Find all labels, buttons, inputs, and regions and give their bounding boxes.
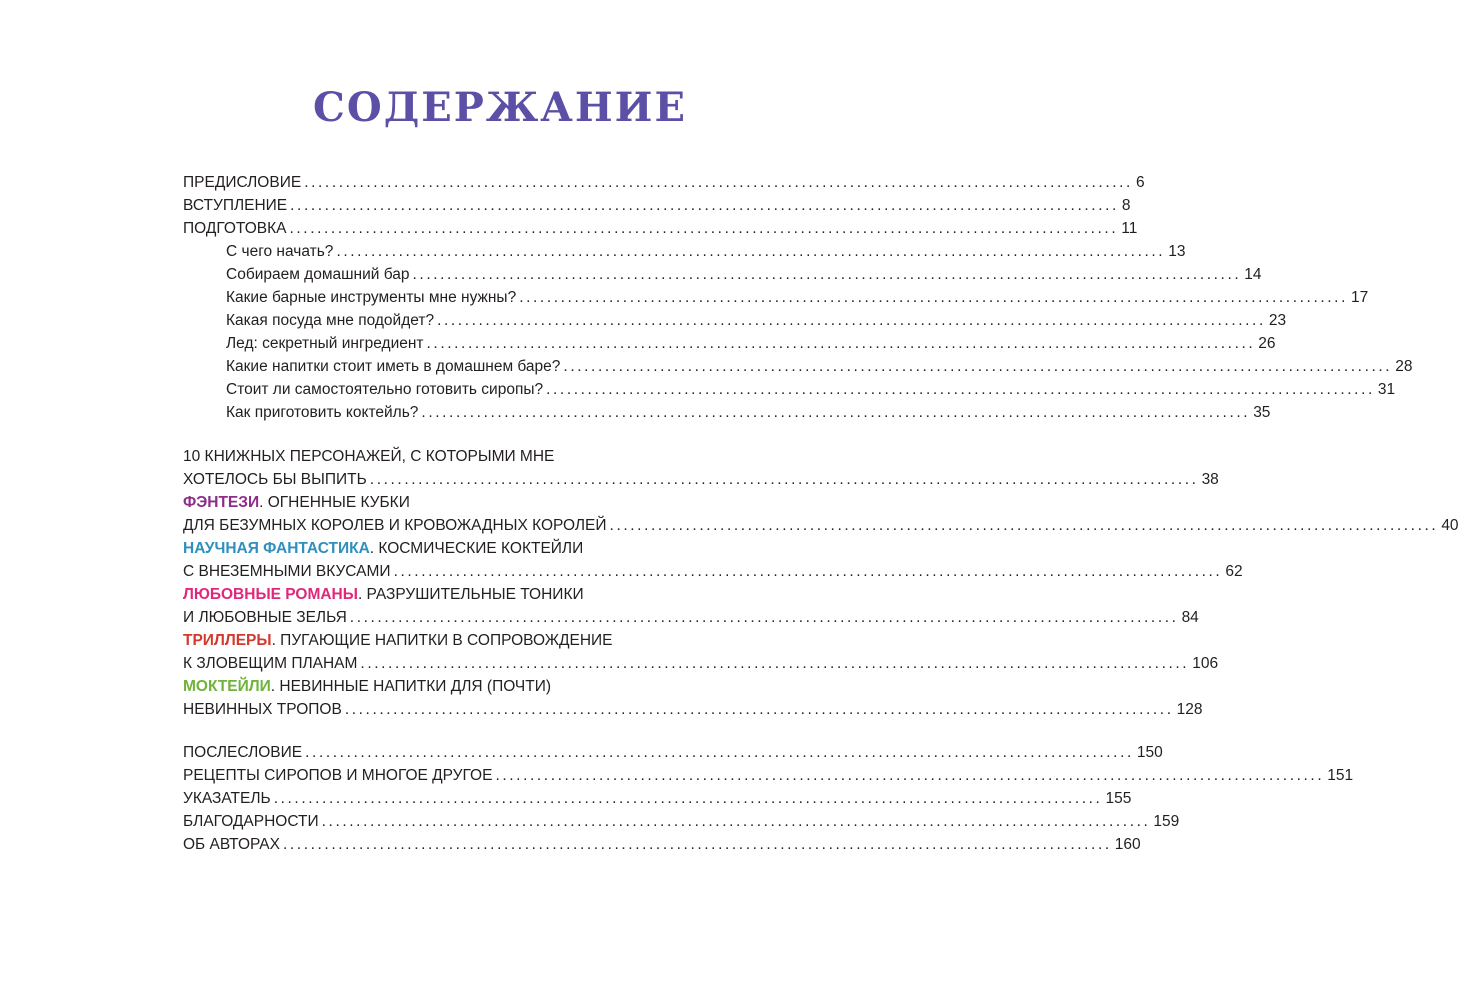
- toc-entry-characters-line1: 10 КНИЖНЫХ ПЕРСОНАЖЕЙ, С КОТОРЫМИ МНЕ: [183, 448, 555, 465]
- toc-page-number: 11: [1121, 220, 1138, 237]
- dot-leader: ........................................................................................................................: [412, 266, 1242, 283]
- category-scifi: НАУЧНАЯ ФАНТАСТИКА: [183, 540, 370, 557]
- category-fantasy: ФЭНТЕЗИ: [183, 494, 260, 511]
- toc-page-number: 159: [1153, 813, 1180, 830]
- category-romance: ЛЮБОВНЫЕ РОМАНЫ: [183, 586, 358, 603]
- toc-entry-syrup-recipes[interactable]: [183, 766, 1354, 786]
- toc-page-number: 150: [1136, 744, 1163, 761]
- toc-page-number: 13: [1168, 243, 1186, 260]
- toc-page-number: 38: [1201, 471, 1219, 488]
- toc-entry-characters[interactable]: [183, 470, 1219, 490]
- toc-page-number: 14: [1244, 266, 1262, 283]
- toc-page-number: 17: [1350, 289, 1369, 306]
- toc-chapter-mocktails[interactable]: [183, 700, 1203, 720]
- toc-entry-label: ПРЕДИСЛОВИЕ: [183, 174, 302, 191]
- toc-chapter-scifi[interactable]: [183, 562, 1243, 582]
- toc-chapter-fantasy-line1: [183, 493, 806, 513]
- toc-subentry[interactable]: [226, 265, 1262, 285]
- toc-entry-preparation[interactable]: [183, 219, 1138, 239]
- toc-page-number: 106: [1192, 655, 1219, 672]
- chapter-subtitle: . ОГНЕННЫЕ КУБКИ: [259, 494, 410, 511]
- toc-page-number: 62: [1225, 563, 1243, 580]
- toc-page-number: 155: [1105, 790, 1132, 807]
- dot-leader: ........................................................................................................................: [437, 312, 1266, 329]
- toc-page-number: 8: [1121, 197, 1131, 214]
- toc-entry-label: БЛАГОДАРНОСТИ: [183, 813, 319, 830]
- dot-leader: ........................................................................................................................: [321, 813, 1151, 830]
- toc-chapter-scifi-line1: [183, 539, 806, 559]
- toc-subentry[interactable]: [226, 242, 1186, 262]
- toc-entry-label: ОБ АВТОРАХ: [183, 836, 280, 853]
- toc-chapter-fantasy[interactable]: [183, 516, 1459, 536]
- chapter-subtitle: . ПУГАЮЩИЕ НАПИТКИ В СОПРОВОЖДЕНИЕ: [271, 632, 613, 649]
- toc-chapter-romance[interactable]: [183, 608, 1199, 628]
- chapter-subtitle: . РАЗРУШИТЕЛЬНЫЕ ТОНИКИ: [357, 586, 584, 603]
- dot-leader: ........................................................................................................................: [289, 220, 1119, 237]
- dot-leader: ........................................................................................................................: [360, 655, 1190, 672]
- toc-entry-label: ХОТЕЛОСЬ БЫ ВЫПИТЬ: [183, 471, 367, 488]
- toc-entry-preface[interactable]: [183, 173, 1145, 193]
- dot-leader: ........................................................................................................................: [563, 358, 1393, 375]
- toc-subentry[interactable]: [226, 288, 1369, 308]
- dot-leader: ........................................................................................................................: [609, 517, 1439, 534]
- chapter-subtitle: . КОСМИЧЕСКИЕ КОКТЕЙЛИ: [369, 540, 584, 557]
- dot-leader: ........................................................................................................................: [421, 404, 1251, 421]
- toc-entry-acknowledgements[interactable]: [183, 812, 1180, 832]
- toc-entry-label: Стоит ли самостоятельно готовить сиропы?: [226, 381, 544, 398]
- toc-subentry[interactable]: [226, 403, 1271, 423]
- toc-subentry[interactable]: [226, 357, 1413, 377]
- toc-chapter-thrillers[interactable]: [183, 654, 1219, 674]
- toc-subentry[interactable]: [226, 380, 1396, 400]
- toc-entry-label: ДЛЯ БЕЗУМНЫХ КОРОЛЕВ И КРОВОЖАДНЫХ КОРОЛЕЙ: [183, 517, 607, 534]
- dot-leader: ........................................................................................................................: [349, 609, 1179, 626]
- toc-page-number: 28: [1395, 358, 1413, 375]
- toc-entry-introduction[interactable]: [183, 196, 1131, 216]
- toc-entry-label: ПОДГОТОВКА: [183, 220, 287, 237]
- toc-page-number: 151: [1327, 767, 1354, 784]
- toc-subentry[interactable]: [226, 311, 1287, 331]
- dot-leader: ........................................................................................................................: [344, 701, 1174, 718]
- toc-entry-label: Какая посуда мне подойдет?: [226, 312, 435, 329]
- dot-leader: ........................................................................................................................: [336, 243, 1166, 260]
- toc-entry-label: Как приготовить коктейль?: [226, 404, 419, 421]
- dot-leader: ........................................................................................................................: [519, 289, 1348, 306]
- dot-leader: ........................................................................................................................: [495, 767, 1325, 784]
- toc-page-number: 23: [1268, 312, 1287, 329]
- toc-page-number: 31: [1377, 381, 1396, 398]
- dot-leader: ........................................................................................................................: [426, 335, 1256, 352]
- toc-page-number: 35: [1253, 404, 1271, 421]
- toc-entry-label: НЕВИННЫХ ТРОПОВ: [183, 701, 342, 718]
- toc-entry-label: С ВНЕЗЕМНЫМИ ВКУСАМИ: [183, 563, 391, 580]
- toc-entry-label: ВСТУПЛЕНИЕ: [183, 197, 288, 214]
- toc-entry-label: К ЗЛОВЕЩИМ ПЛАНАМ: [183, 655, 358, 672]
- dot-leader: ........................................................................................................................: [304, 174, 1133, 191]
- toc-entry-label: С чего начать?: [226, 243, 334, 260]
- category-thrillers: ТРИЛЛЕРЫ: [183, 632, 272, 649]
- category-mocktails: МОКТЕЙЛИ: [183, 678, 271, 695]
- chapter-subtitle: . НЕВИННЫЕ НАПИТКИ ДЛЯ (ПОЧТИ): [270, 678, 552, 695]
- toc-entry-afterword[interactable]: [183, 743, 1163, 763]
- toc-entry-label: УКАЗАТЕЛЬ: [183, 790, 271, 807]
- page-title: СОДЕРЖАНИЕ: [313, 84, 687, 131]
- toc-entry-label: Собираем домашний бар: [226, 266, 410, 283]
- toc-entry-index[interactable]: [183, 789, 1132, 809]
- toc-chapter-thrillers-line1: [183, 631, 806, 651]
- toc-chapter-mocktails-line1: [183, 677, 806, 697]
- toc-entry-label: Какие барные инструменты мне нужны?: [226, 289, 517, 306]
- toc-page-number: 84: [1181, 609, 1199, 626]
- dot-leader: ........................................................................................................................: [282, 836, 1112, 853]
- dot-leader: ........................................................................................................................: [290, 197, 1119, 214]
- toc-page-number: 26: [1258, 335, 1276, 352]
- dot-leader: ........................................................................................................................: [393, 563, 1223, 580]
- dot-leader: ........................................................................................................................: [546, 381, 1375, 398]
- dot-leader: ........................................................................................................................: [305, 744, 1134, 761]
- dot-leader: ........................................................................................................................: [273, 790, 1103, 807]
- toc-entry-label: РЕЦЕПТЫ СИРОПОВ И МНОГОЕ ДРУГОЕ: [183, 767, 493, 784]
- toc-page-number: 6: [1135, 174, 1145, 191]
- toc-entry-about-authors[interactable]: [183, 835, 1141, 855]
- toc-entry-label: Лед: секретный ингредиент: [226, 335, 424, 352]
- toc-page-number: 40: [1441, 517, 1459, 534]
- dot-leader: ........................................................................................................................: [369, 471, 1199, 488]
- toc-subentry[interactable]: [226, 334, 1276, 354]
- toc-chapter-romance-line1: [183, 585, 806, 605]
- toc-entry-label: ПОСЛЕСЛОВИЕ: [183, 744, 303, 761]
- toc-page-number: 160: [1114, 836, 1141, 853]
- toc-entry-label: Какие напитки стоит иметь в домашнем баре?: [226, 358, 561, 375]
- toc-page-number: 128: [1176, 701, 1203, 718]
- toc-entry-label: И ЛЮБОВНЫЕ ЗЕЛЬЯ: [183, 609, 347, 626]
